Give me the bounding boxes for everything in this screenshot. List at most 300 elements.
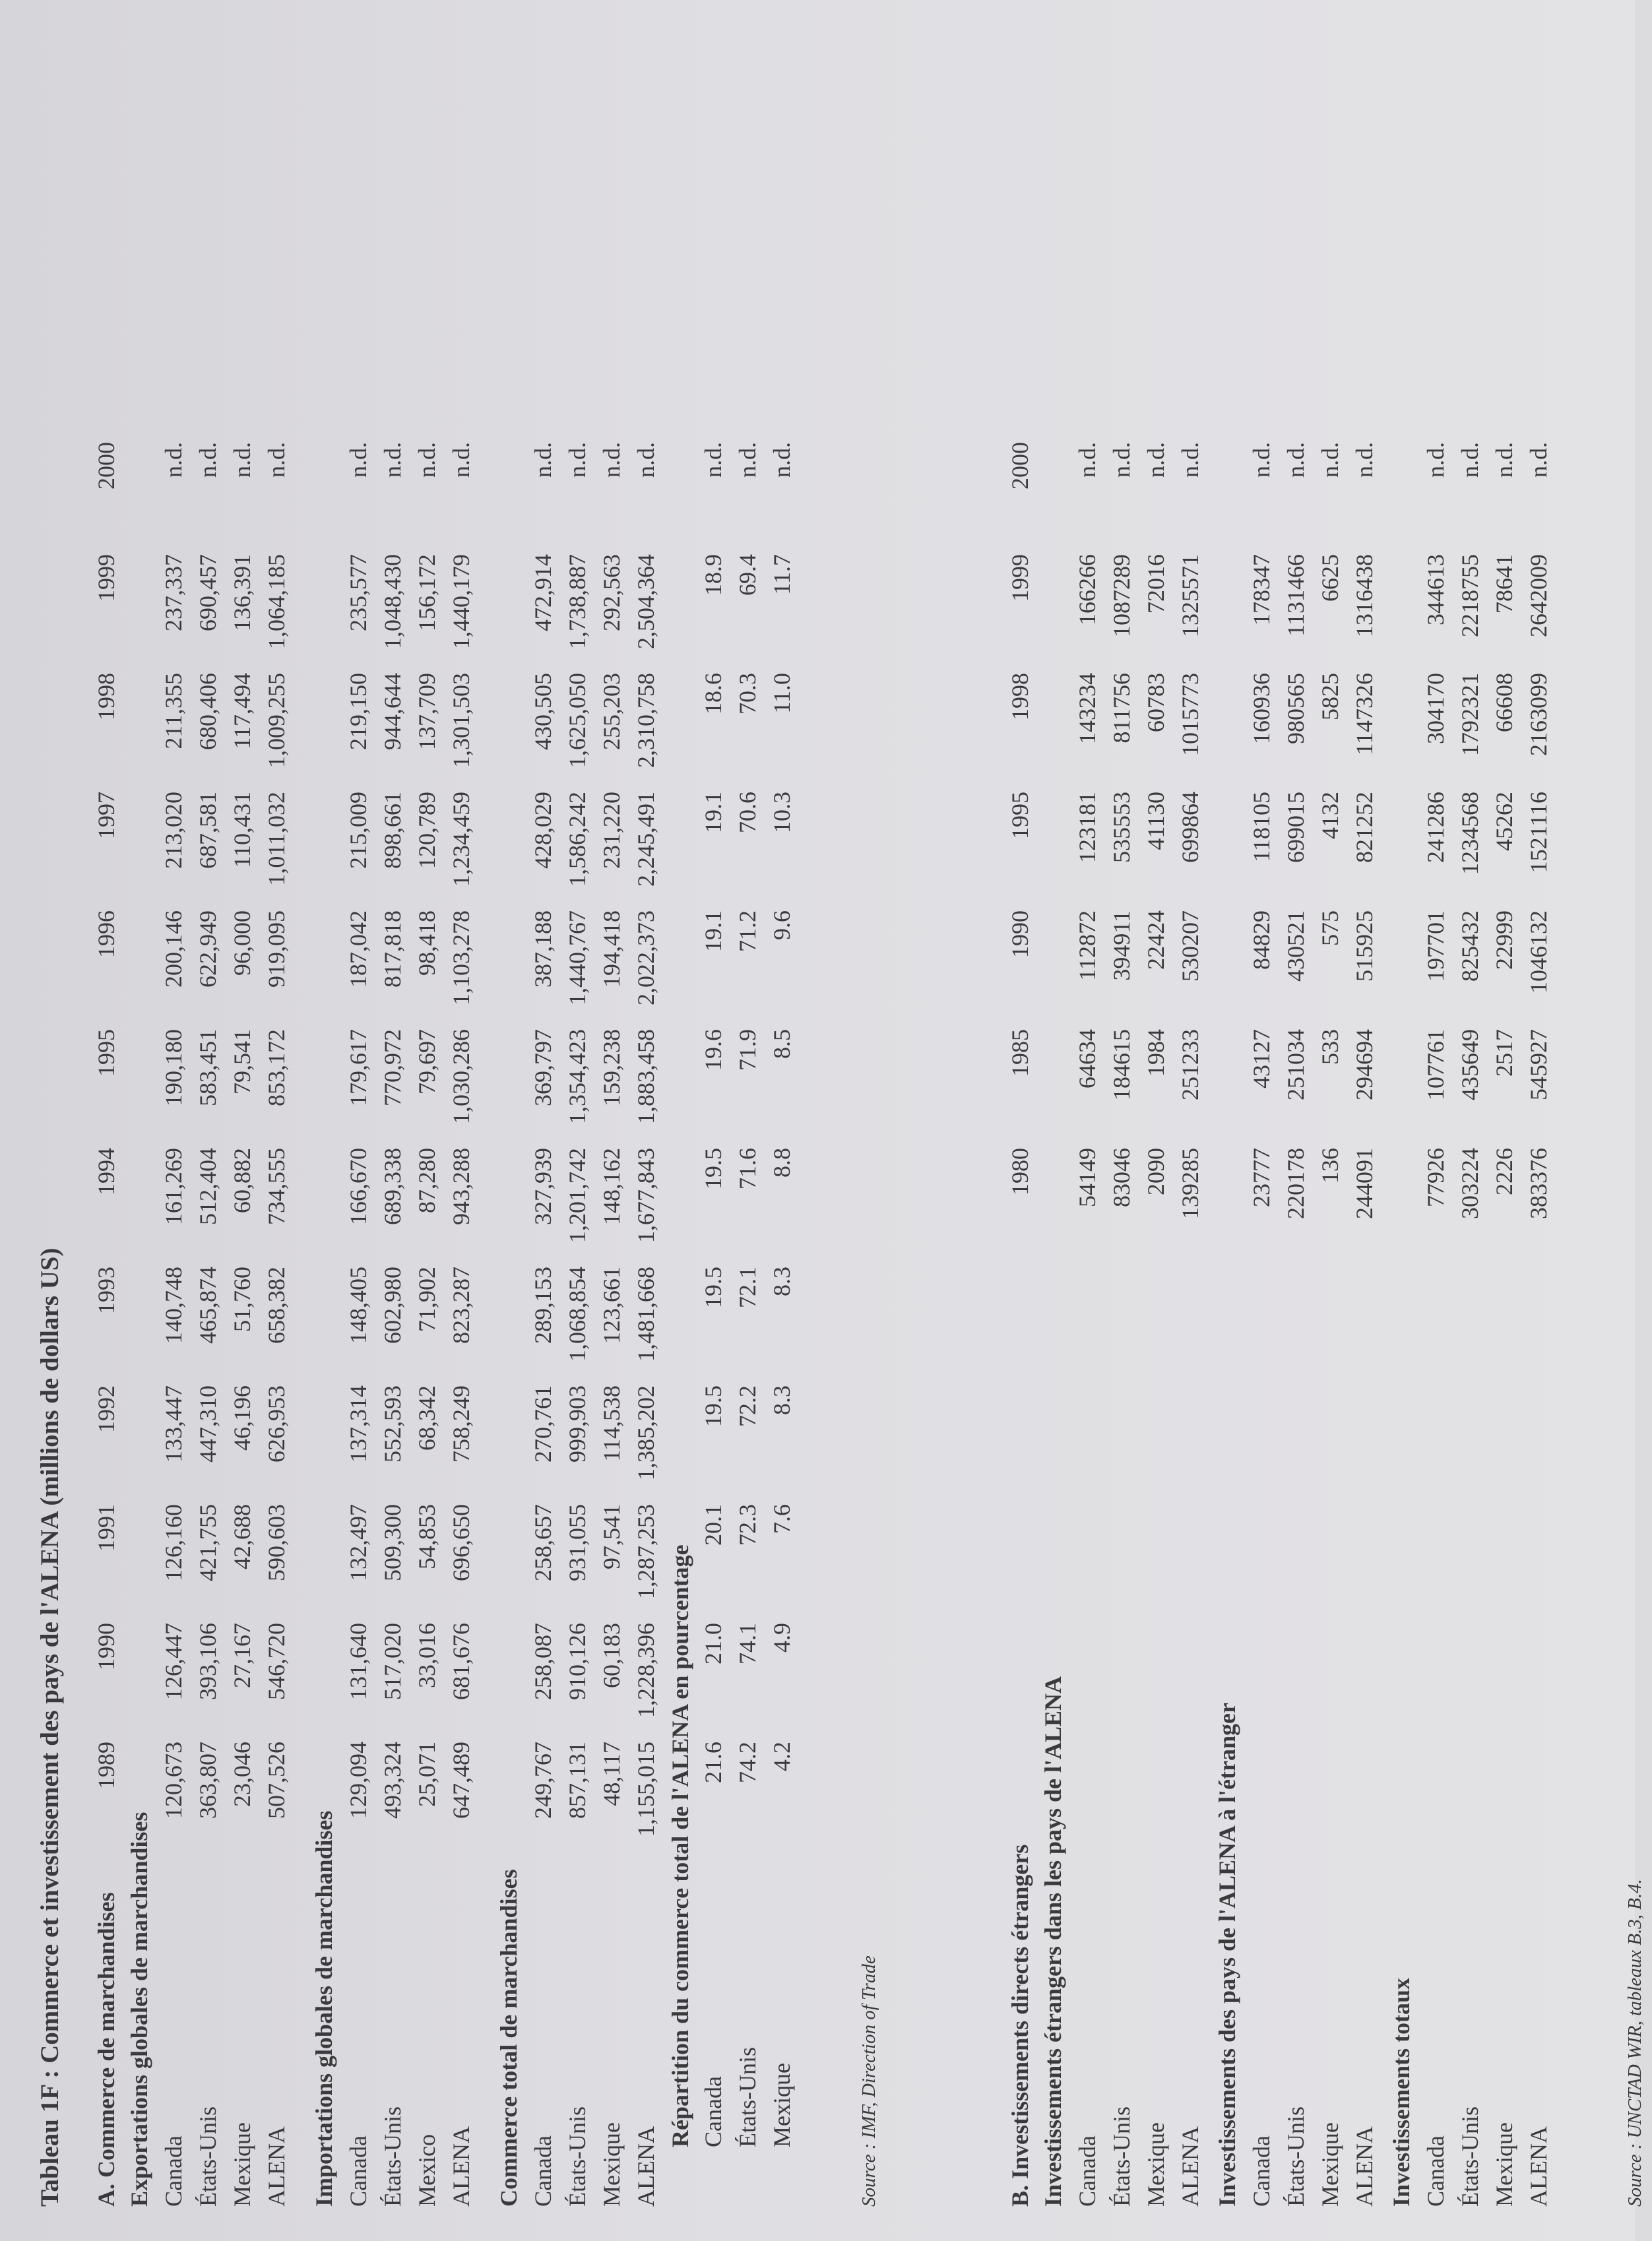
table-row — [375, 36, 410, 2207]
table-cell: 430521 — [1283, 910, 1309, 982]
row-label: États-Unis — [195, 2106, 221, 2207]
table-cell: 190,180 — [160, 1029, 187, 1106]
table-cell: 87,280 — [414, 1148, 440, 1213]
table-cell: 72.1 — [734, 1267, 761, 1308]
table-row — [410, 36, 444, 2207]
table-cell: 51,760 — [229, 1267, 255, 1332]
table-cell: 919,095 — [263, 910, 290, 988]
table-cell: 387,188 — [530, 910, 556, 988]
table-cell: 515925 — [1351, 910, 1378, 982]
table-cell: 96,000 — [229, 910, 255, 976]
table-cell: 1087289 — [1108, 554, 1135, 637]
table-cell: 23,046 — [229, 1742, 255, 1807]
row-label: États-Unis — [1283, 2106, 1309, 2207]
table-cell: 126,447 — [160, 1623, 187, 1700]
table-cell: 2642009 — [1525, 554, 1552, 637]
table-cell: n.d. — [1422, 442, 1449, 478]
section-a-title: A. Commerce de marchandises — [93, 1892, 119, 2207]
table-cell: 5825 — [1317, 673, 1343, 720]
table-cell: 898,661 — [379, 792, 406, 869]
table-cell: 583,451 — [195, 1029, 221, 1106]
year-header: 1993 — [93, 1267, 119, 1314]
year-header: 1998 — [1007, 673, 1033, 720]
table-cell: 23777 — [1248, 1148, 1275, 1207]
table-cell: 18.6 — [700, 673, 726, 714]
row-label: Mexico — [414, 2134, 440, 2207]
table-cell: 60783 — [1143, 673, 1169, 732]
table-cell: 687,581 — [195, 792, 221, 869]
table-cell: 680,406 — [195, 673, 221, 750]
table-cell: 1984 — [1143, 1029, 1169, 1077]
table-cell: 304170 — [1422, 673, 1449, 744]
table-cell: 70.3 — [734, 673, 761, 714]
table-title: Tableau 1F : Commerce et investissement des pays de l'ALENA (millions de dollars US) — [36, 1247, 64, 2207]
table-cell: 237,337 — [160, 554, 187, 631]
section-b-title: B. Investissements directs étrangers — [1007, 1844, 1033, 2207]
table-cell: 2090 — [1143, 1148, 1169, 1195]
table-cell: 45262 — [1491, 792, 1517, 851]
year-header: 1992 — [93, 1385, 119, 1433]
table-cell: 137,314 — [345, 1385, 371, 1463]
year-header: 1998 — [93, 673, 119, 720]
table-cell: 200,146 — [160, 910, 187, 988]
table-cell: 1,009,255 — [263, 673, 290, 768]
table-cell: 71.6 — [734, 1148, 761, 1189]
table-cell: 110,431 — [229, 792, 255, 868]
table-cell: 133,447 — [160, 1385, 187, 1463]
table-cell: 1,625,050 — [564, 673, 590, 768]
year-header: 1980 — [1007, 1148, 1033, 1195]
row-label: Mexique — [769, 2063, 795, 2147]
row-label: Canada — [530, 2135, 556, 2207]
table-cell: 197701 — [1422, 910, 1449, 982]
table-cell: 54149 — [1074, 1148, 1100, 1207]
table-cell: 123,661 — [598, 1267, 625, 1344]
table-cell: 42,688 — [229, 1504, 255, 1569]
table-cell: n.d. — [1143, 442, 1169, 478]
table-cell: 1015773 — [1177, 673, 1203, 756]
year-header: 1996 — [93, 910, 119, 958]
table-cell: 98,418 — [414, 910, 440, 976]
table-cell: 19.1 — [700, 792, 726, 833]
table-cell: 117,494 — [229, 673, 255, 749]
table-cell: n.d. — [1317, 442, 1343, 478]
table-cell: 1,481,668 — [633, 1267, 659, 1362]
table-cell: 493,324 — [379, 1742, 406, 1819]
table-cell: 1,354,423 — [564, 1029, 590, 1124]
table-row — [1104, 36, 1139, 2207]
table-title-row — [33, 36, 67, 2207]
table-cell: 156,172 — [414, 554, 440, 631]
table-cell: 552,593 — [379, 1385, 406, 1463]
source-row — [852, 36, 886, 2207]
table-cell: 626,953 — [263, 1385, 290, 1463]
row-label: Canada — [345, 2135, 371, 2207]
table-cell: 447,310 — [195, 1385, 221, 1463]
table-row — [1139, 36, 1173, 2207]
table-cell: 251233 — [1177, 1029, 1203, 1100]
table-cell: n.d. — [633, 442, 659, 478]
table-cell: 1,586,242 — [564, 792, 590, 887]
table-cell: n.d. — [1074, 442, 1100, 478]
table-cell: 11.0 — [769, 673, 795, 714]
table-cell: 71.2 — [734, 910, 761, 952]
year-header: 1995 — [93, 1029, 119, 1077]
table-cell: 2218755 — [1457, 554, 1483, 637]
table-cell: 435649 — [1457, 1029, 1483, 1100]
table-cell: 2,504,364 — [633, 554, 659, 649]
table-cell: 1,677,843 — [633, 1148, 659, 1243]
table-cell: 114,538 — [598, 1385, 625, 1462]
table-cell: n.d. — [379, 442, 406, 478]
table-cell: n.d. — [769, 442, 795, 478]
table-cell: 546,720 — [263, 1623, 290, 1700]
table-cell: 143234 — [1074, 673, 1100, 744]
table-cell: 1,234,459 — [448, 792, 474, 887]
exports-block-label: Exportations globales de marchandises — [126, 1812, 152, 2207]
table-cell: 83046 — [1108, 1148, 1135, 1207]
table-cell: 71,902 — [414, 1267, 440, 1332]
table-row — [696, 36, 730, 2207]
table-cell: 758,249 — [448, 1385, 474, 1463]
table-cell: 132,497 — [345, 1504, 371, 1581]
table-cell: n.d. — [734, 442, 761, 478]
table-cell: 421,755 — [195, 1504, 221, 1581]
table-cell: 220178 — [1283, 1148, 1309, 1219]
table-cell: n.d. — [229, 442, 255, 478]
table-cell: 64634 — [1074, 1029, 1100, 1089]
table-cell: 1,440,767 — [564, 910, 590, 1005]
table-cell: 817,818 — [379, 910, 406, 988]
table-cell: 472,914 — [530, 554, 556, 631]
table-cell: 2,022,373 — [633, 910, 659, 1005]
table-cell: 602,980 — [379, 1267, 406, 1344]
share-block-label: Répartition du commerce total de l'ALENA en pourcentage — [667, 1544, 693, 2147]
table-cell: 22999 — [1491, 910, 1517, 970]
table-cell: 258,657 — [530, 1504, 556, 1581]
table-cell: 289,153 — [530, 1267, 556, 1344]
table-cell: 575 — [1317, 910, 1343, 946]
table-cell: 211,355 — [160, 673, 187, 749]
row-label: Mexique — [598, 2122, 625, 2207]
total-block-label: Commerce total de marchandises — [495, 1869, 522, 2207]
year-header: 1989 — [93, 1742, 119, 1789]
table-cell: 70.6 — [734, 792, 761, 833]
table-cell: n.d. — [195, 442, 221, 478]
table-cell: 1521116 — [1525, 792, 1552, 873]
table-cell: 139285 — [1177, 1148, 1203, 1219]
table-cell: 428,029 — [530, 792, 556, 869]
table-row — [1313, 36, 1347, 2207]
table-cell: 19.5 — [700, 1267, 726, 1308]
row-label: États-Unis — [1457, 2106, 1483, 2207]
table-cell: 2226 — [1491, 1148, 1517, 1195]
row-label: ALENA — [633, 2126, 659, 2207]
table-cell: 187,042 — [345, 910, 371, 988]
table-cell: 512,404 — [195, 1148, 221, 1225]
inward-block-label: Investissements étrangers dans les pays de l'ALENA — [1040, 1676, 1066, 2207]
table-cell: 60,882 — [229, 1148, 255, 1213]
table-cell: 1,155,015 — [633, 1742, 659, 1837]
table-cell: 241286 — [1422, 792, 1449, 863]
table-row — [259, 36, 294, 2207]
table-cell: 74.2 — [734, 1742, 761, 1783]
year-header: 2000 — [93, 442, 119, 489]
table-cell: 213,020 — [160, 792, 187, 869]
table-cell: 11.7 — [769, 554, 795, 595]
block-label-row — [1036, 36, 1070, 2207]
table-cell: 369,797 — [530, 1029, 556, 1106]
row-label: ALENA — [1177, 2126, 1203, 2207]
table-cell: 161,269 — [160, 1148, 187, 1225]
table-cell: 72.2 — [734, 1385, 761, 1427]
table-row — [191, 36, 225, 2207]
table-cell: 533 — [1317, 1029, 1343, 1065]
table-cell: 120,789 — [414, 792, 440, 869]
year-header: 2000 — [1007, 442, 1033, 489]
table-cell: 244091 — [1351, 1148, 1378, 1219]
table-row — [1418, 36, 1453, 2207]
table-cell: n.d. — [448, 442, 474, 478]
table-cell: 1792321 — [1457, 673, 1483, 756]
table-cell: 2,310,758 — [633, 673, 659, 768]
table-cell: 74.1 — [734, 1623, 761, 1664]
table-row — [1521, 36, 1556, 2207]
table-cell: 1,103,278 — [448, 910, 474, 1005]
table-cell: 166,670 — [345, 1148, 371, 1225]
table-cell: 853,172 — [263, 1029, 290, 1106]
table-cell: 2,245,491 — [633, 792, 659, 887]
table-cell: 10.3 — [769, 792, 795, 833]
table-cell: n.d. — [1491, 442, 1517, 478]
table-cell: 136,391 — [229, 554, 255, 631]
totals-block-label: Investissements totaux — [1388, 1978, 1414, 2207]
table-cell: 294694 — [1351, 1029, 1378, 1100]
table-cell: 1131466 — [1283, 554, 1309, 637]
block-label-row — [307, 36, 341, 2207]
table-cell: 184615 — [1108, 1029, 1135, 1100]
table-cell: 465,874 — [195, 1267, 221, 1344]
table-cell: 255,203 — [598, 673, 625, 750]
table-cell: 33,016 — [414, 1623, 440, 1688]
table-cell: 689,338 — [379, 1148, 406, 1225]
table-cell: 699864 — [1177, 792, 1203, 863]
table-cell: 1,048,430 — [379, 554, 406, 649]
table-cell: 690,457 — [195, 554, 221, 631]
source-row — [1618, 36, 1652, 2207]
table-cell: 19.6 — [700, 1029, 726, 1071]
table-cell: 69.4 — [734, 554, 761, 596]
table-cell: 430,505 — [530, 673, 556, 750]
table-cell: 931,055 — [564, 1504, 590, 1581]
table-cell: n.d. — [598, 442, 625, 478]
table-cell: 4.2 — [769, 1742, 795, 1771]
table-cell: 140,748 — [160, 1267, 187, 1344]
table-cell: 1147326 — [1351, 673, 1378, 755]
table-row — [526, 36, 560, 2207]
year-header: 1999 — [93, 554, 119, 602]
table-cell: 219,150 — [345, 673, 371, 750]
table-cell: 999,903 — [564, 1385, 590, 1463]
table-row — [444, 36, 478, 2207]
table-cell: 136 — [1317, 1148, 1343, 1184]
row-label: Canada — [1074, 2135, 1100, 2207]
table-cell: 344613 — [1422, 554, 1449, 625]
year-header: 1985 — [1007, 1029, 1033, 1077]
table-cell: 20.1 — [700, 1504, 726, 1546]
outward-block-label: Investissements des pays de l'ALENA à l'étranger — [1214, 1703, 1240, 2207]
table-cell: 123181 — [1074, 792, 1100, 863]
table-cell: 1046132 — [1525, 910, 1552, 994]
table-cell: 1316438 — [1351, 554, 1378, 637]
table-cell: n.d. — [700, 442, 726, 478]
table-cell: 215,009 — [345, 792, 371, 869]
table-cell: 48,117 — [598, 1742, 625, 1806]
table-cell: 107761 — [1422, 1029, 1449, 1100]
table-cell: 327,939 — [530, 1148, 556, 1225]
table-cell: n.d. — [1177, 442, 1203, 478]
rotated-table-sheet — [33, 36, 1645, 2207]
table-row — [629, 36, 663, 2207]
table-row — [156, 36, 191, 2207]
table-cell: 1,385,202 — [633, 1385, 659, 1480]
section-b-header-row — [1003, 36, 1037, 2207]
table-cell: 19.1 — [700, 910, 726, 952]
table-cell: 249,767 — [530, 1742, 556, 1819]
table-cell: n.d. — [1283, 442, 1309, 478]
table-cell: 7.6 — [769, 1504, 795, 1534]
table-cell: 97,541 — [598, 1504, 625, 1569]
table-cell: 72.3 — [734, 1504, 761, 1546]
table-cell: 270,761 — [530, 1385, 556, 1463]
table-cell: n.d. — [1351, 442, 1378, 478]
table-cell: 148,405 — [345, 1267, 371, 1344]
table-cell: 27,167 — [229, 1623, 255, 1688]
table-cell: 1,287,253 — [633, 1504, 659, 1599]
table-cell: 118105 — [1248, 792, 1275, 862]
table-cell: 647,489 — [448, 1742, 474, 1819]
table-cell: 148,162 — [598, 1148, 625, 1225]
table-cell: 393,106 — [195, 1623, 221, 1700]
table-cell: 43127 — [1248, 1029, 1275, 1089]
table-cell: 1,064,185 — [263, 554, 290, 649]
table-row — [1487, 36, 1521, 2207]
table-cell: 1,738,887 — [564, 554, 590, 649]
row-label: Mexique — [229, 2122, 255, 2207]
row-label: Canada — [1422, 2135, 1449, 2207]
row-label: ALENA — [1525, 2126, 1552, 2207]
table-cell: 1,440,179 — [448, 554, 474, 649]
table-cell: n.d. — [1108, 442, 1135, 478]
table-cell: 383376 — [1525, 1148, 1552, 1219]
table-cell: 2517 — [1491, 1029, 1517, 1077]
row-label: Mexique — [1143, 2122, 1169, 2207]
table-cell: 658,382 — [263, 1267, 290, 1344]
source-note-b: Source : UNCTAD WIR, tableaux B.3, B.4. — [1624, 1879, 1645, 2207]
table-cell: 126,160 — [160, 1504, 187, 1581]
table-cell: 19.5 — [700, 1385, 726, 1427]
row-label: États-Unis — [1108, 2106, 1135, 2207]
table-cell: 166266 — [1074, 554, 1100, 625]
table-cell: n.d. — [1457, 442, 1483, 478]
table-row — [765, 36, 799, 2207]
table-cell: 1,201,742 — [564, 1148, 590, 1243]
table-cell: 79,541 — [229, 1029, 255, 1094]
table-cell: n.d. — [1248, 442, 1275, 478]
table-row — [1279, 36, 1313, 2207]
section-a-header-row — [89, 36, 123, 2207]
table-cell: 21.6 — [700, 1742, 726, 1783]
row-label: Mexique — [1317, 2122, 1343, 2207]
table-cell: 71.9 — [734, 1029, 761, 1071]
table-cell: 68,342 — [414, 1385, 440, 1451]
table-cell: 25,071 — [414, 1742, 440, 1807]
table-cell: 194,418 — [598, 910, 625, 988]
table-row — [1173, 36, 1207, 2207]
table-cell: 622,949 — [195, 910, 221, 988]
table-row — [341, 36, 375, 2207]
block-label-row — [1210, 36, 1244, 2207]
table-row — [730, 36, 765, 2207]
table-cell: 303224 — [1457, 1148, 1483, 1219]
table-row — [1070, 36, 1104, 2207]
row-label: ALENA — [263, 2126, 290, 2207]
year-header: 1997 — [93, 792, 119, 839]
table-cell: 517,020 — [379, 1623, 406, 1700]
table-row — [1347, 36, 1382, 2207]
table-cell: n.d. — [263, 442, 290, 478]
table-cell: 734,555 — [263, 1148, 290, 1225]
table-cell: n.d. — [564, 442, 590, 478]
table-cell: 129,094 — [345, 1742, 371, 1819]
table-cell: 857,131 — [564, 1742, 590, 1819]
row-label: États-Unis — [734, 2047, 761, 2147]
table-cell: 1,301,503 — [448, 673, 474, 768]
table-cell: 363,807 — [195, 1742, 221, 1819]
table-cell: 66608 — [1491, 673, 1517, 732]
table-row — [594, 36, 629, 2207]
table-cell: 112872 — [1074, 910, 1100, 981]
table-cell: n.d. — [160, 442, 187, 478]
table-row — [560, 36, 594, 2207]
year-header: 1990 — [93, 1623, 119, 1670]
year-header: 1994 — [93, 1148, 119, 1195]
table-cell: 292,563 — [598, 554, 625, 631]
table-row — [225, 36, 259, 2207]
table-cell: 231,220 — [598, 792, 625, 869]
row-label: États-Unis — [564, 2106, 590, 2207]
table-cell: n.d. — [345, 442, 371, 478]
block-label-row — [1384, 36, 1418, 2207]
table-cell: 681,676 — [448, 1623, 474, 1700]
table-cell: 530207 — [1177, 910, 1203, 982]
table-cell: 251034 — [1283, 1029, 1309, 1100]
table-cell: 1,011,032 — [263, 792, 290, 886]
table-cell: 179,617 — [345, 1029, 371, 1106]
table-cell: 823,287 — [448, 1267, 474, 1344]
row-label: Canada — [700, 2076, 726, 2147]
table-row — [1453, 36, 1487, 2207]
table-cell: 72016 — [1143, 554, 1169, 614]
table-cell: 509,300 — [379, 1504, 406, 1581]
table-cell: 60,183 — [598, 1623, 625, 1688]
table-cell: 980565 — [1283, 673, 1309, 744]
table-cell: 1,228,396 — [633, 1623, 659, 1718]
table-cell: 19.5 — [700, 1148, 726, 1189]
table-cell: 699015 — [1283, 792, 1309, 863]
table-cell: 6625 — [1317, 554, 1343, 602]
table-cell: 46,196 — [229, 1385, 255, 1451]
